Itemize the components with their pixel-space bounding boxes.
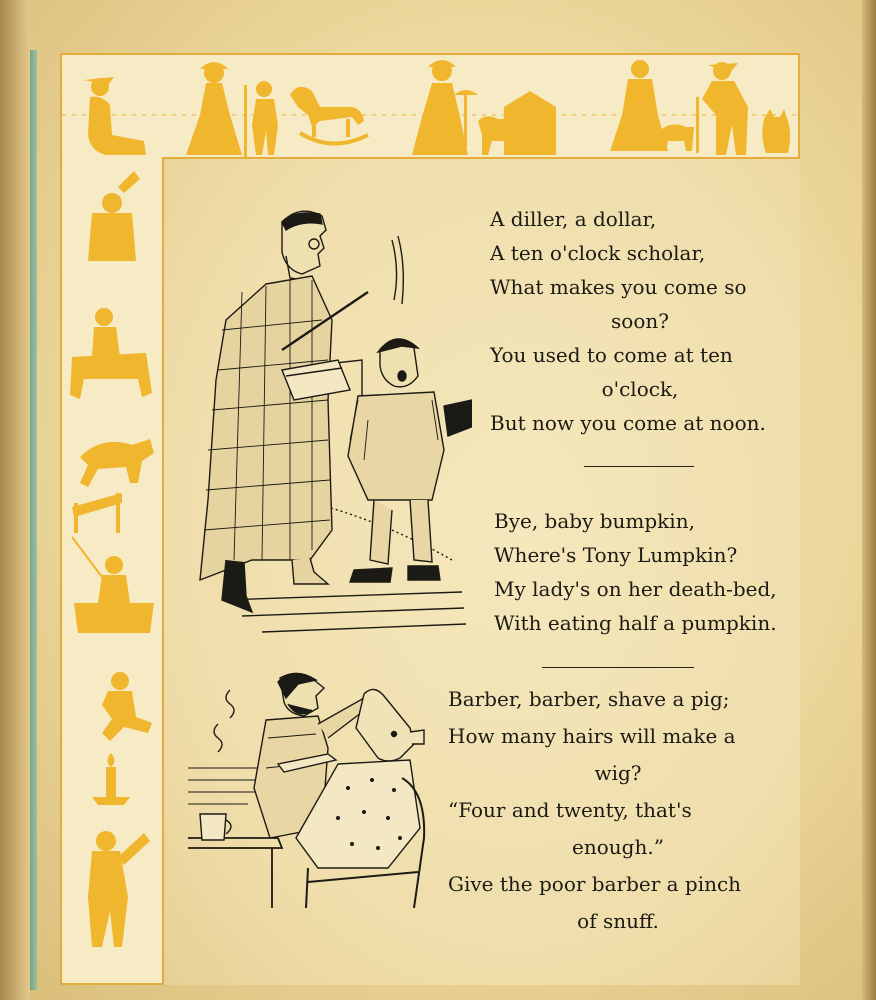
poem-line: Where's Tony Lumpkin?	[494, 543, 738, 567]
poem-line: of snuff.	[577, 909, 659, 933]
left-silhouette-border	[62, 157, 162, 983]
poem-line: A ten o'clock scholar,	[490, 241, 706, 265]
poem-line: What makes you come so	[490, 275, 747, 299]
rhyme-bye-baby-bumpkin	[494, 504, 794, 640]
poem-line: But now you come at noon.	[490, 411, 766, 435]
rhyme-barber-barber	[448, 681, 788, 940]
page-edge	[862, 0, 876, 1000]
rhyme-divider	[584, 466, 694, 467]
poem-line: How many hairs will make a	[448, 724, 736, 748]
rhyme-divider	[542, 667, 694, 668]
binding-tape	[30, 50, 37, 990]
book-spine	[0, 0, 30, 1000]
poem-line: Give the poor barber a pinch	[448, 872, 742, 896]
poem-line: enough.”	[572, 835, 664, 859]
poem-line: soon?	[611, 309, 669, 333]
top-silhouette-border	[62, 55, 798, 157]
poem-line: My lady's on her death-bed,	[494, 577, 777, 601]
poem-line: Barber, barber, shave a pig;	[448, 687, 730, 711]
poem-line: With eating half a pumpkin.	[494, 611, 777, 635]
barber-pig-illustration	[188, 668, 438, 918]
poem-line: “Four and twenty, that's	[448, 798, 692, 822]
poem-line: Bye, baby bumpkin,	[494, 509, 695, 533]
poem-line: A diller, a dollar,	[490, 207, 657, 231]
poem-line: wig?	[594, 761, 642, 785]
rhyme-diller-dollar	[490, 202, 790, 440]
poem-line: You used to come at ten	[490, 343, 733, 367]
poem-line: o'clock,	[601, 377, 679, 401]
schoolmaster-scholar-illustration	[182, 200, 472, 640]
